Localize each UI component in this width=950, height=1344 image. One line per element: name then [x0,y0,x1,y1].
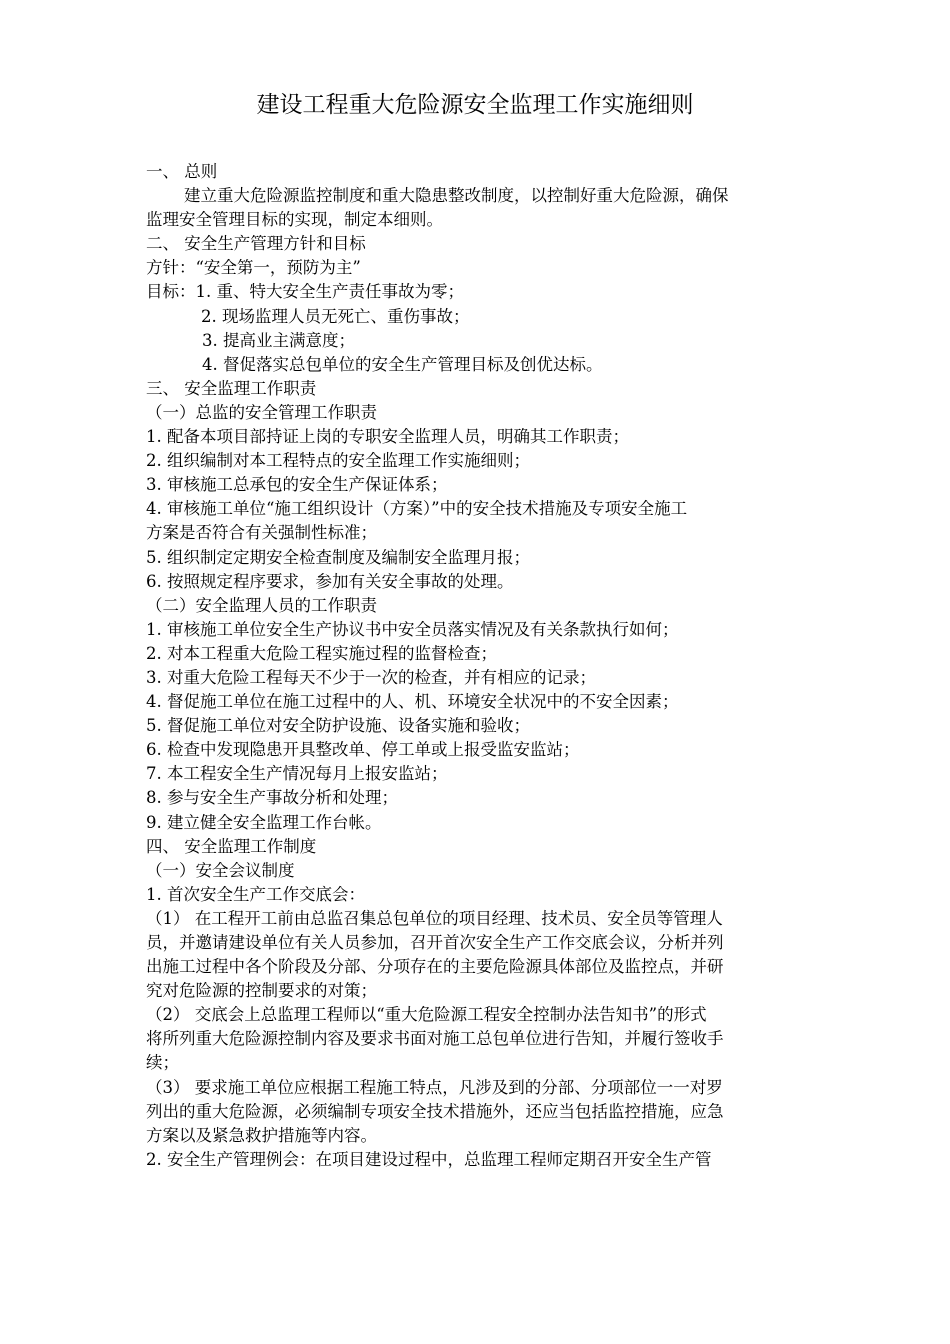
paragraph-line: 方针：“安全第一，预防为主” [146,258,361,278]
paragraph-line: 将所列重大危险源控制内容及要求书面对施工总包单位进行告知，并履行签收手 [146,1029,724,1049]
list-item: 1. 首次安全生产工作交底会： [146,884,365,904]
paragraph-line: 监理安全管理目标的实现，制定本细则。 [146,210,443,230]
list-item: 4. 督促施工单位在施工过程中的人、机、环境安全状况中的不安全因素； [146,692,679,712]
document-title: 建设工程重大危险源安全监理工作实施细则 [256,92,694,118]
list-item: 7. 本工程安全生产情况每月上报安监站； [146,764,448,784]
list-item: （3） 要求施工单位应根据工程施工特点，凡涉及到的分部、分项部位一一对罗 [146,1077,723,1097]
list-item: 5. 组织制定定期安全检查制度及编制安全监理月报； [146,547,530,567]
list-item: 3. 对重大危险工程每天不少于一次的检查，并有相应的记录； [146,667,596,687]
list-item: 3. 提高业主满意度； [202,330,355,350]
list-item: （2） 交底会上总监理工程师以“重大危险源工程安全控制办法告知书”的形式 [146,1005,707,1025]
section-heading: 四、 安全监理工作制度 [146,836,317,856]
list-item: 2. 现场监理人员无死亡、重伤事故； [201,306,470,326]
list-item: 目标：1. 重、特大安全生产责任事故为零； [146,282,464,302]
list-item: 5. 督促施工单位对安全防护设施、设备实施和验收； [146,716,530,736]
list-item: 3. 审核施工总承包的安全生产保证体系； [146,475,448,495]
list-item: 2. 组织编制对本工程特点的安全监理工作实施细则； [146,451,530,471]
subsection-heading: （一）安全会议制度 [146,860,295,880]
list-item: 6. 按照规定程序要求，参加有关安全事故的处理。 [146,571,514,591]
section-heading: 一、 总则 [146,162,218,181]
paragraph-line: 列出的重大危险源，必须编制专项安全技术措施外，还应当包括监控措施，应急 [146,1101,724,1121]
paragraph-line: 出施工过程中各个阶段及分部、分项存在的主要危险源具体部位及监控点，并研 [146,957,724,977]
list-item: 4. 督促落实总包单位的安全生产管理目标及创优达标。 [202,354,603,374]
subsection-heading: （二）安全监理人员的工作职责 [146,595,377,615]
list-item: 6. 检查中发现隐患开具整改单、停工单或上报受监安监站； [146,740,580,760]
paragraph-line: 续； [146,1053,179,1073]
paragraph-line: 方案是否符合有关强制性标准； [146,523,377,543]
list-item: 1. 审核施工单位安全生产协议书中安全员落实情况及有关条款执行如何； [146,619,679,639]
list-item: 9. 建立健全安全监理工作台帐。 [146,812,382,832]
list-item: 2. 安全生产管理例会：在项目建设过程中，总监理工程师定期召开安全生产管 [146,1149,712,1169]
paragraph-line: 究对危险源的控制要求的对策； [146,981,377,1001]
paragraph-line: 员，并邀请建设单位有关人员参加，召开首次安全生产工作交底会议，分析并列 [146,933,724,952]
list-item: 4. 审核施工单位“施工组织设计（方案）”中的安全技术措施及专项安全施工 [146,499,688,519]
paragraph-line: 建立重大危险源监控制度和重大隐患整改制度，以控制好重大危险源，确保 [184,186,729,206]
list-item: （1） 在工程开工前由总监召集总包单位的项目经理、技术员、安全员等管理人 [146,908,723,928]
list-item: 2. 对本工程重大危险工程实施过程的监督检查； [146,643,497,663]
list-item: 8. 参与安全生产事故分析和处理； [146,788,398,808]
section-heading: 二、 安全生产管理方针和目标 [146,234,366,254]
paragraph-line: 方案以及紧急救护措施等内容。 [146,1125,377,1145]
section-heading: 三、 安全监理工作职责 [146,378,317,398]
list-item: 1. 配备本项目部持证上岗的专职安全监理人员，明确其工作职责； [146,427,629,447]
document-body [146,160,816,1172]
subsection-heading: （一）总监的安全管理工作职责 [146,402,377,422]
